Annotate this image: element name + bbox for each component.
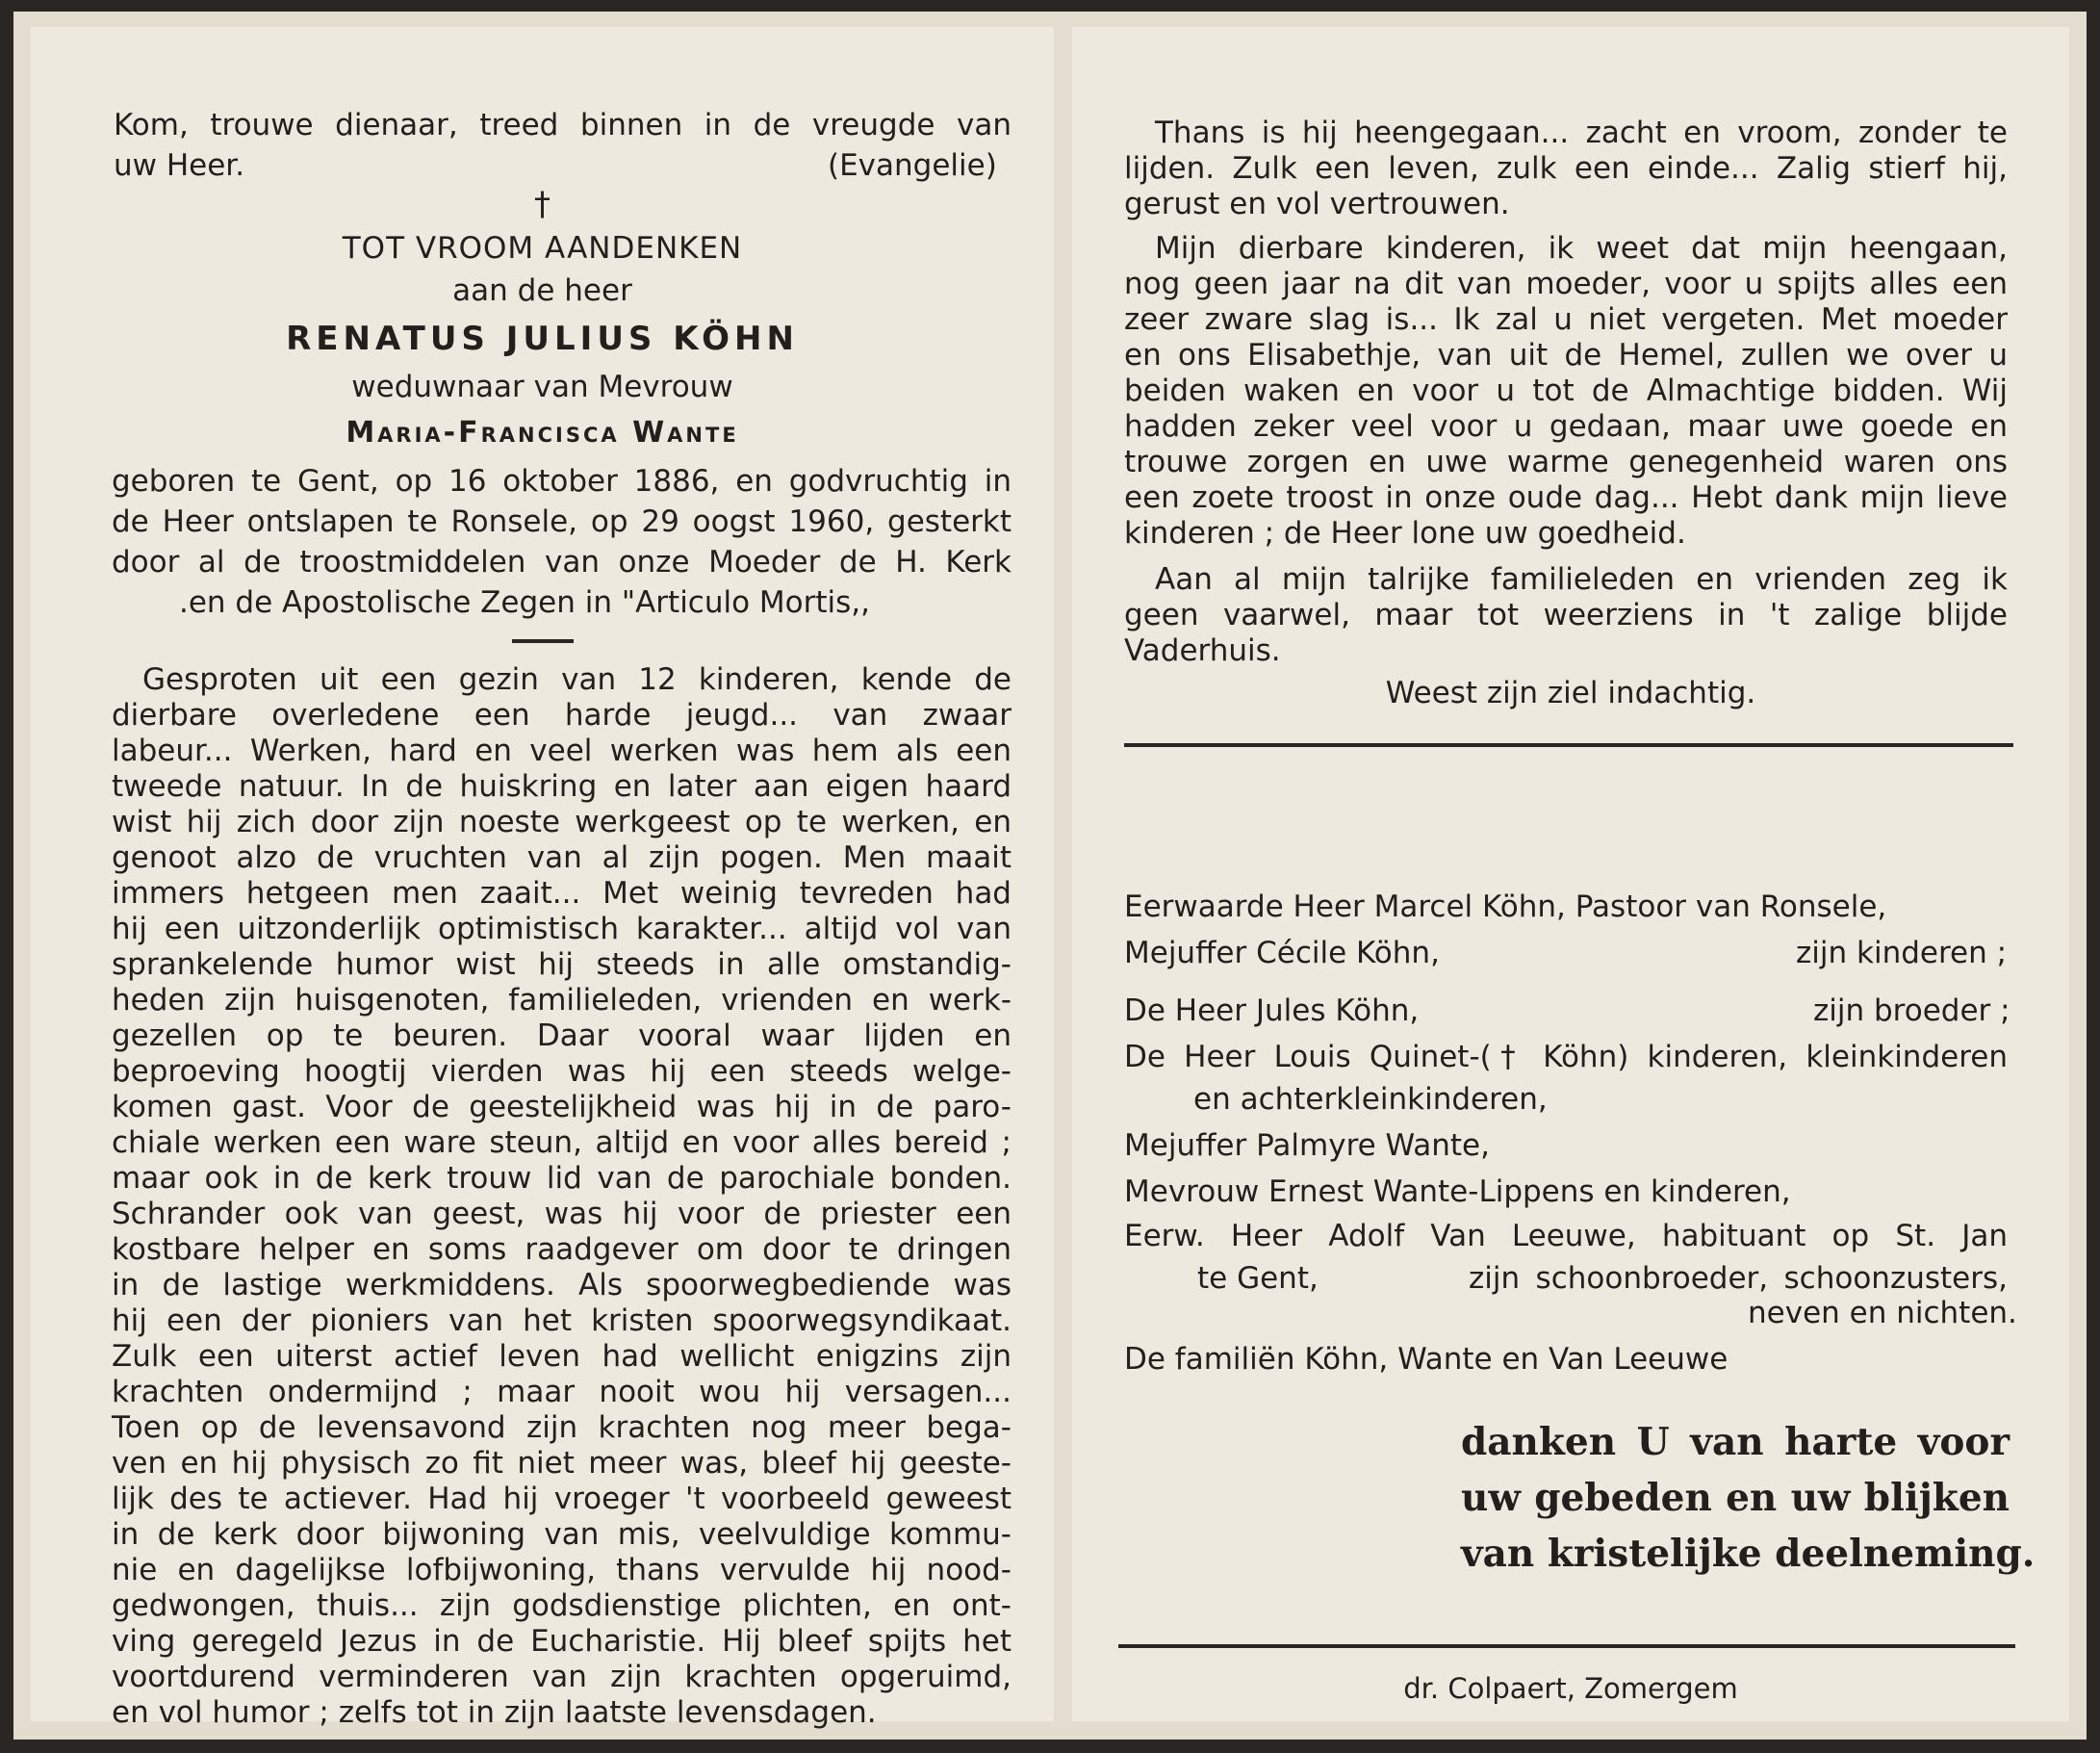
family-line: Mevrouw Ernest Wante-Lippens en kinderen, [1124, 1174, 1791, 1209]
para2-line: kinderen ; de Heer lone uw goedheid. [1124, 516, 1686, 551]
bio-line: voortdurend verminderen van zijn krachten opgeruimd, [112, 1660, 1012, 1694]
bio-line: komen gast. Voor de geestelijkheid was hij in de paro- [112, 1090, 1012, 1124]
epigraph-line-2: uw Heer. [114, 148, 245, 183]
para2-line: een zoete troost in onze oude dag... Hebt dank mijn lieve [1124, 480, 2008, 515]
thanks-line: van kristelijke deelneming. [1461, 1532, 2036, 1576]
bio-line: nie en dagelijkse lofbijwoning, thans vervulde hij nood- [112, 1553, 1012, 1587]
family-line: De Heer Louis Quinet-(† Köhn) kinderen, kleinkinderen [1124, 1040, 2008, 1074]
epigraph-line-1: Kom, trouwe dienaar, treed binnen in de vreugde van [114, 108, 1012, 142]
para2-line: zeer zware slag is... Ik zal u niet vergeten. Met moeder [1124, 302, 2008, 337]
bio-line: in de lastige werkmiddens. Als spoorwegbediende was [112, 1268, 1012, 1302]
bio-line: kostbare helper en soms raadgever om door te dringen [112, 1232, 1012, 1267]
family-relation: zijn kinderen ; [1796, 936, 2008, 970]
bio-line: dierbare overledene een harde jeugd... van zwaar [112, 698, 1012, 733]
divider-bottom [1118, 1644, 2015, 1648]
bio-line: maar ook in de kerk trouw lid van de parochiale bonden. [112, 1161, 1012, 1196]
family-relation: zijn schoonbroeder, schoonzusters, [1469, 1261, 2008, 1296]
spouse-name: Maria-Francisca Wante [346, 416, 739, 450]
para3-line: geen vaarwel, maar tot weerziens in 't zalige blijde [1124, 598, 2008, 632]
thanks-line: danken U van harte voor [1461, 1420, 2010, 1464]
bio-line: in de kerk door bijwoning van mis, veelvuldige kommu- [112, 1517, 1012, 1552]
para2-line: Mijn dierbare kinderen, ik weet dat mijn heengaan, [1155, 231, 2008, 266]
birth-line-4: .en de Apostolische Zegen in "Articulo Mortis,, [179, 585, 871, 620]
bio-line: Schrander ook van geest, was hij voor de priester een [112, 1197, 1012, 1231]
bio-line: chiale werken een ware steun, altijd en voor alles bereid ; [112, 1125, 1012, 1160]
right-page [1072, 27, 2069, 1721]
bio-line: hij een uitzonderlijk optimistisch karakter... altijd vol van [112, 912, 1012, 946]
divider [512, 639, 574, 643]
printer-credit: dr. Colpaert, Zomergem [1403, 1672, 1738, 1705]
bio-line: Toen op de levensavond zijn krachten nog meer bega- [112, 1410, 1012, 1445]
bio-line: lijk des te actiever. Had hij vroeger 't voorbeeld geweest [112, 1482, 1012, 1516]
divider-top [1124, 743, 2013, 747]
family-line: en achterkleinkinderen, [1193, 1082, 1548, 1117]
bio-line: gezellen op te beuren. Daar vooral waar lijden en [112, 1018, 1012, 1053]
bio-line: gedwongen, thuis... zijn godsdienstige plichten, en ont- [112, 1588, 1012, 1623]
bio-line: labeur... Werken, hard en veel werken was hem als een [112, 734, 1012, 768]
family-line: Mejuffer Palmyre Wante, [1124, 1128, 1490, 1163]
family-line: De familiën Köhn, Wante en Van Leeuwe [1124, 1342, 1729, 1377]
birth-line-3: door al de troostmiddelen van onze Moeder de H. Kerk [112, 545, 1012, 580]
para2-line: nog geen jaar na dit van moeder, voor u spijts alles een [1124, 267, 2008, 301]
closing-line: Weest zijn ziel indachtig. [1385, 676, 1756, 710]
bio-line: beproeving hoogtij vierden was hij een steeds welge- [112, 1054, 1012, 1089]
para2-line: hadden zeker veel voor u gedaan, maar uwe goede en [1124, 409, 2008, 444]
birth-line-1: geboren te Gent, op 16 oktober 1886, en godvruchtig in [112, 464, 1012, 499]
para1-line: Thans is hij heengegaan... zacht en vroom, zonder te [1155, 116, 2008, 150]
para1-line: gerust en vol vertrouwen. [1124, 187, 1510, 221]
para2-line: trouwe zorgen en uwe warme genegenheid waren ons [1124, 445, 2008, 479]
family-line: Eerw. Heer Adolf Van Leeuwe, habituant op St. Jan [1124, 1219, 2008, 1253]
bio-line: wist hij zich door zijn noeste werkgeest op te werken, en [112, 805, 1012, 839]
deceased-name: RENATUS JULIUS KÖHN [286, 320, 799, 358]
bio-line: heden zijn huisgenoten, familieleden, vrienden en werk- [112, 983, 1012, 1018]
bio-line: hij een der pioniers van het kristen spoorwegsyndikaat. [112, 1303, 1012, 1338]
bio-line: ving geregeld Jezus in de Eucharistie. Hij bleef spijts het [112, 1624, 1012, 1659]
epigraph-source: (Evangelie) [828, 148, 997, 183]
family-line: Eerwaarde Heer Marcel Köhn, Pastoor van Ronsele, [1124, 889, 1887, 924]
para1-line: lijden. Zulk een leven, zulk een einde... Zalig stierf hij, [1124, 151, 2008, 186]
para2-line: beiden waken en voor u tot de Almachtige bidden. Wij [1124, 374, 2008, 408]
bio-line: genoot alzo de vruchten van al zijn pogen. Men maait [112, 840, 1012, 875]
family-line: te Gent, [1197, 1261, 1319, 1296]
bio-line: sprankelende humor wist hij steeds in alle omstandig- [112, 947, 1012, 982]
cross-icon: † [534, 185, 551, 223]
para3-line: Vaderhuis. [1124, 633, 1281, 668]
bio-line: Zulk een uiterst actief leven had wellicht enigzins zijn [112, 1339, 1012, 1374]
bio-line: tweede natuur. In de huiskring en later aan eigen haard [112, 769, 1012, 804]
para2-line: en ons Elisabethje, van uit de Hemel, zullen we over u [1124, 338, 2008, 373]
left-page [31, 27, 1054, 1730]
bio-line: krachten ondermijnd ; maar nooit wou hij versagen... [112, 1375, 1012, 1409]
bio-line: Gesproten uit een gezin van 12 kinderen, kende de [142, 662, 1012, 697]
bio-line: en vol humor ; zelfs tot in zijn laatste levensdagen. [112, 1695, 877, 1730]
bio-line: ven en hij physisch zo fit niet meer was, bleef hij geeste- [112, 1446, 1012, 1481]
bio-line: immers hetgeen men zaait... Met weinig tevreden had [112, 876, 1012, 911]
thanks-line: uw gebeden en uw blijken [1461, 1476, 2010, 1520]
memorial-heading: TOT VROOM AANDENKEN [342, 231, 743, 266]
family-line: De Heer Jules Köhn, [1124, 993, 1420, 1028]
family-relation: zijn broeder ; [1813, 993, 2010, 1028]
para3-line: Aan al mijn talrijke familieleden en vrienden zeg ik [1155, 562, 2008, 597]
family-line: Mejuffer Cécile Köhn, [1124, 936, 1440, 970]
widower-line: weduwnaar van Mevrouw [351, 370, 733, 404]
family-relation: neven en nichten. [1748, 1296, 2017, 1330]
dedication-line: aan de heer [452, 273, 632, 308]
birth-line-2: de Heer ontslapen te Ronsele, op 29 oogst 1960, gesterkt [112, 504, 1012, 539]
memorial-card [13, 12, 2087, 1740]
